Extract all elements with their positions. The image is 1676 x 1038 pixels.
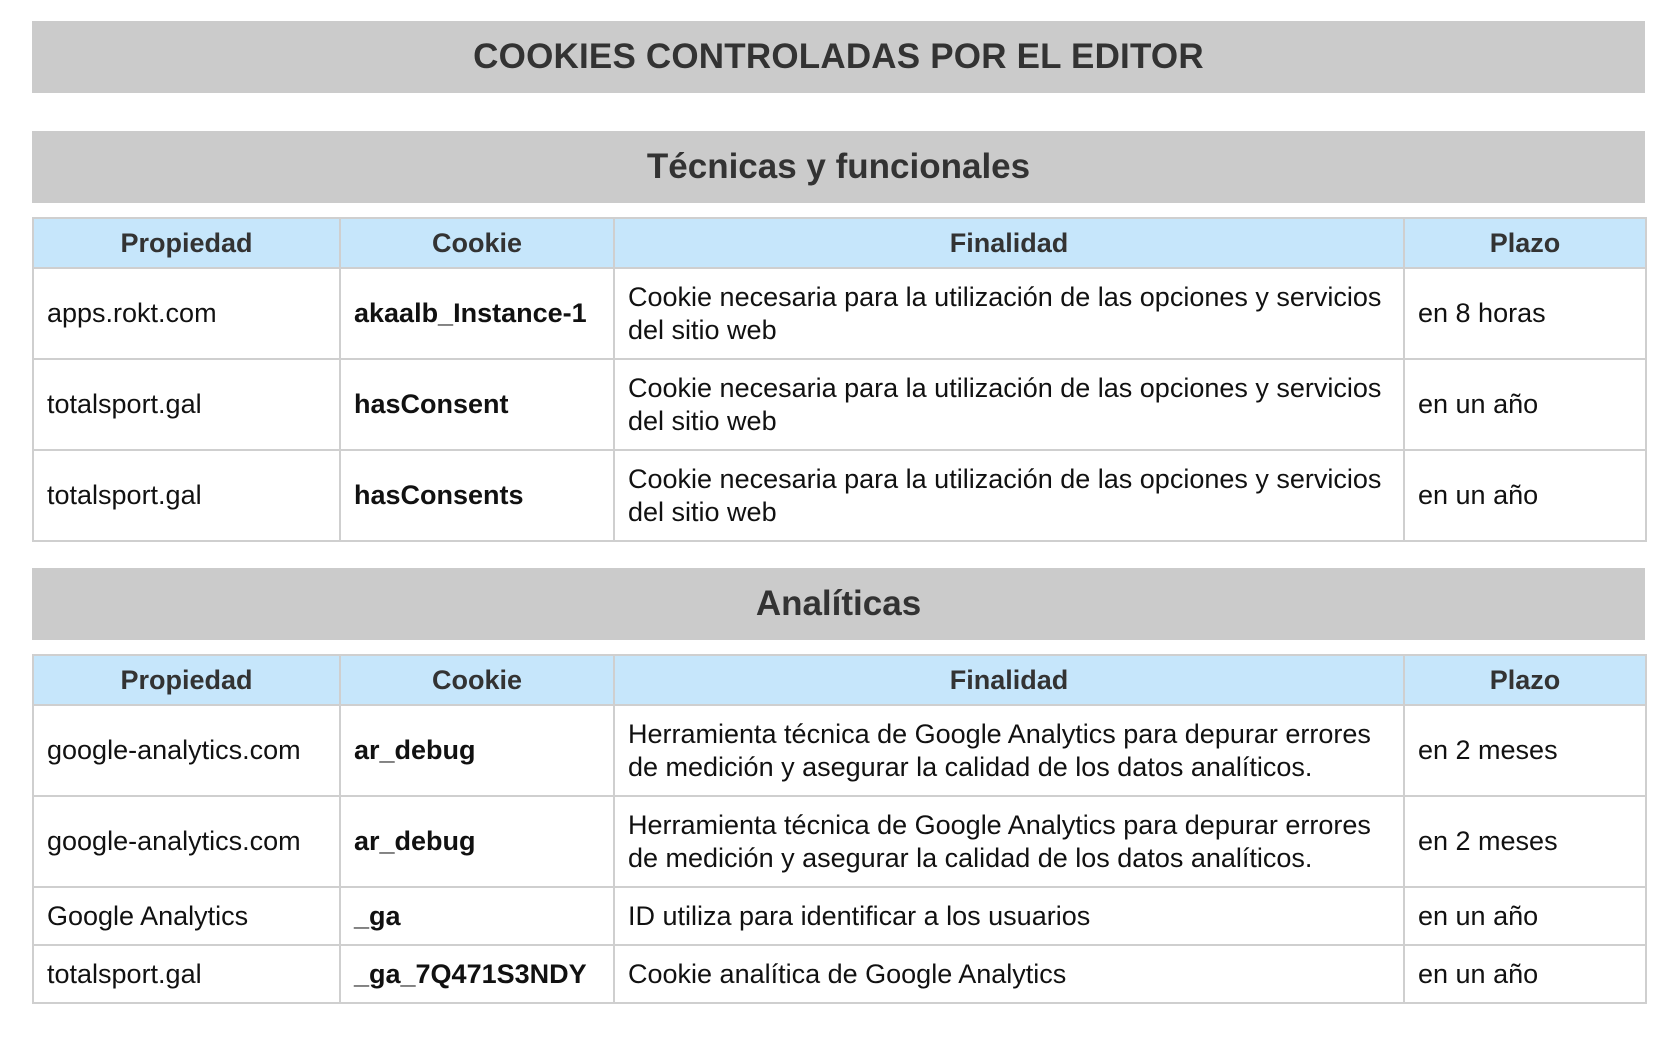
- cell-finalidad: ID utiliza para identificar a los usuarios: [614, 887, 1404, 945]
- column-header-propiedad: Propiedad: [33, 218, 340, 268]
- cell-plazo: en un año: [1404, 945, 1646, 1003]
- column-header-plazo: Plazo: [1404, 218, 1646, 268]
- cell-cookie: hasConsents: [340, 450, 614, 541]
- cell-cookie: _ga: [340, 887, 614, 945]
- table-row: [33, 268, 1646, 359]
- table-row: [33, 359, 1646, 450]
- cell-cookie: _ga_7Q471S3NDY: [340, 945, 614, 1003]
- cookie-policy: [32, 21, 1645, 1004]
- column-header-plazo: Plazo: [1404, 655, 1646, 705]
- cell-cookie: ar_debug: [340, 796, 614, 887]
- column-header-propiedad: Propiedad: [33, 655, 340, 705]
- cell-finalidad: Cookie necesaria para la utilización de las opciones y servicios del sitio web: [614, 450, 1404, 541]
- cell-propiedad: google-analytics.com: [33, 705, 340, 796]
- table-row: [33, 450, 1646, 541]
- section-title-tecnicas: Técnicas y funcionales: [32, 131, 1645, 203]
- column-header-finalidad: Finalidad: [614, 655, 1404, 705]
- cell-plazo: en 2 meses: [1404, 796, 1646, 887]
- table-header-row: [33, 218, 1646, 268]
- cell-cookie: akaalb_Instance-1: [340, 268, 614, 359]
- cell-plazo: en 8 horas: [1404, 268, 1646, 359]
- table-row: [33, 705, 1646, 796]
- cell-plazo: en un año: [1404, 359, 1646, 450]
- cookies-table-analiticas: [32, 654, 1647, 1004]
- cookies-table-tecnicas: [32, 217, 1647, 542]
- cell-finalidad: Herramienta técnica de Google Analytics para depurar errores de medición y asegurar la calidad de los datos analíticos.: [614, 796, 1404, 887]
- table-row: [33, 796, 1646, 887]
- page-title: COOKIES CONTROLADAS POR EL EDITOR: [32, 21, 1645, 93]
- cell-propiedad: totalsport.gal: [33, 945, 340, 1003]
- cell-propiedad: apps.rokt.com: [33, 268, 340, 359]
- section-title-analiticas: Analíticas: [32, 568, 1645, 640]
- cell-propiedad: totalsport.gal: [33, 450, 340, 541]
- cell-propiedad: totalsport.gal: [33, 359, 340, 450]
- cell-finalidad: Herramienta técnica de Google Analytics para depurar errores de medición y asegurar la calidad de los datos analíticos.: [614, 705, 1404, 796]
- cell-plazo: en 2 meses: [1404, 705, 1646, 796]
- table-row: [33, 887, 1646, 945]
- cell-propiedad: Google Analytics: [33, 887, 340, 945]
- column-header-cookie: Cookie: [340, 655, 614, 705]
- cell-propiedad: google-analytics.com: [33, 796, 340, 887]
- column-header-finalidad: Finalidad: [614, 218, 1404, 268]
- cell-cookie: hasConsent: [340, 359, 614, 450]
- cell-finalidad: Cookie necesaria para la utilización de las opciones y servicios del sitio web: [614, 268, 1404, 359]
- cell-finalidad: Cookie analítica de Google Analytics: [614, 945, 1404, 1003]
- table-row: [33, 945, 1646, 1003]
- cell-plazo: en un año: [1404, 887, 1646, 945]
- cell-plazo: en un año: [1404, 450, 1646, 541]
- cell-cookie: ar_debug: [340, 705, 614, 796]
- cell-finalidad: Cookie necesaria para la utilización de las opciones y servicios del sitio web: [614, 359, 1404, 450]
- column-header-cookie: Cookie: [340, 218, 614, 268]
- table-header-row: [33, 655, 1646, 705]
